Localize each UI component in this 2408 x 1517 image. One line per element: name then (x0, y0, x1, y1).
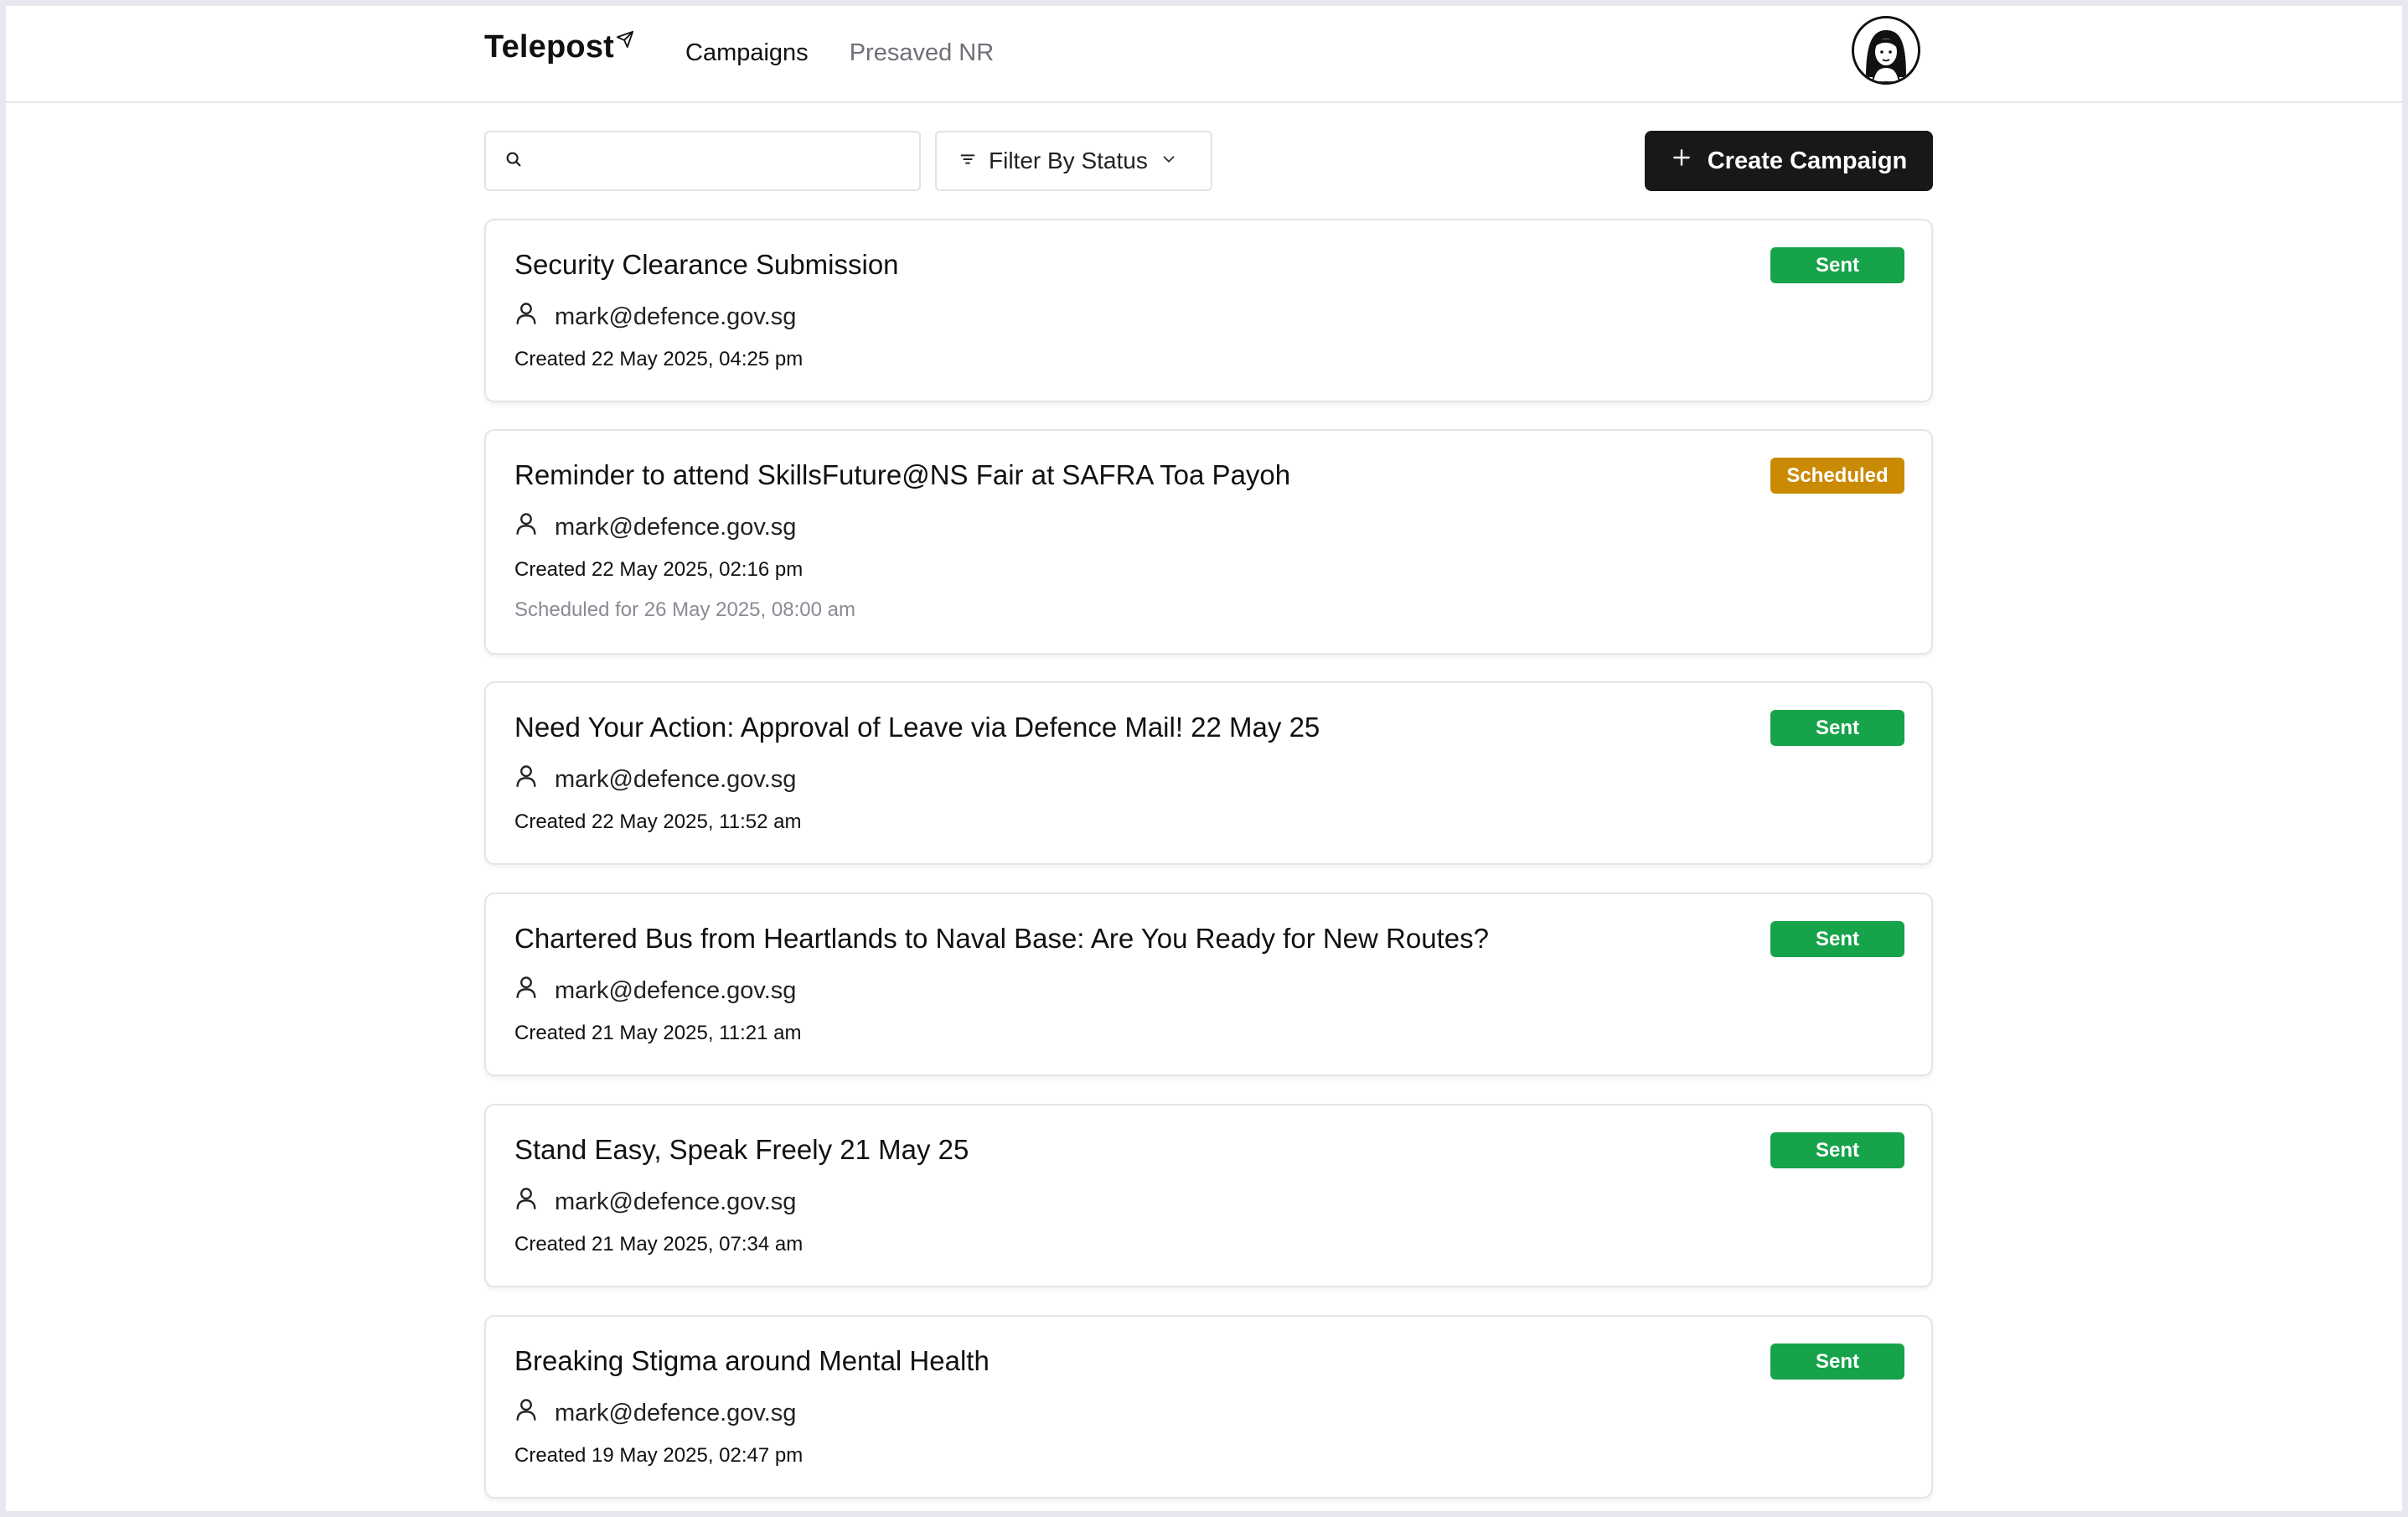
user-icon (514, 301, 538, 333)
owner-email: mark@defence.gov.sg (555, 1399, 797, 1426)
user-icon (514, 1397, 538, 1429)
status-badge: Sent (1770, 921, 1904, 957)
filter-icon (959, 148, 977, 174)
brand-name: Telepost (484, 29, 615, 65)
campaign-title: Security Clearance Submission (514, 249, 899, 280)
created-date: Created 22 May 2025, 02:16 pm (514, 558, 804, 581)
main-nav (685, 39, 994, 67)
campaign-title: Breaking Stigma around Mental Health (514, 1345, 990, 1376)
search-icon (504, 150, 523, 173)
campaign-owner (514, 301, 796, 333)
status-badge: Sent (1770, 247, 1904, 283)
owner-email: mark@defence.gov.sg (555, 765, 797, 793)
plus-icon (1671, 147, 1692, 175)
owner-email: mark@defence.gov.sg (555, 303, 797, 330)
status-badge: Sent (1770, 1344, 1904, 1380)
user-icon (514, 1186, 538, 1218)
created-date: Created 22 May 2025, 11:52 am (514, 810, 802, 833)
search-input[interactable] (535, 148, 886, 174)
campaign-card[interactable] (484, 219, 1933, 402)
filter-by-status-dropdown[interactable] (935, 131, 1212, 191)
status-badge: Sent (1770, 1132, 1904, 1168)
campaign-owner (514, 975, 796, 1007)
created-date: Created 22 May 2025, 04:25 pm (514, 348, 804, 370)
created-date: Created 21 May 2025, 11:21 am (514, 1022, 802, 1044)
campaign-owner (514, 764, 796, 795)
create-campaign-button[interactable] (1645, 131, 1933, 191)
owner-email: mark@defence.gov.sg (555, 513, 797, 541)
campaign-title: Reminder to attend SkillsFuture@NS Fair at SAFRA Toa Payoh (514, 459, 1291, 490)
create-campaign-label: Create Campaign (1707, 147, 1908, 174)
nav-campaigns[interactable]: Campaigns (685, 39, 809, 66)
chevron-down-icon (1160, 148, 1178, 174)
status-badge: Sent (1770, 710, 1904, 746)
user-avatar[interactable] (1852, 16, 1920, 85)
brand-logo[interactable] (484, 29, 634, 65)
owner-email: mark@defence.gov.sg (555, 976, 797, 1004)
user-icon (514, 975, 538, 1007)
search-box[interactable] (484, 131, 921, 191)
scheduled-date: Scheduled for 26 May 2025, 08:00 am (514, 598, 855, 621)
campaign-owner (514, 1397, 796, 1429)
campaign-owner (514, 1186, 796, 1218)
user-icon (514, 764, 538, 795)
campaign-card[interactable] (484, 681, 1933, 865)
campaign-card[interactable] (484, 1315, 1933, 1499)
campaign-card[interactable] (484, 1104, 1933, 1287)
campaign-title: Stand Easy, Speak Freely 21 May 25 (514, 1134, 969, 1165)
app-window (6, 6, 2402, 1511)
paper-plane-icon (616, 21, 634, 57)
owner-email: mark@defence.gov.sg (555, 1188, 797, 1215)
user-icon (514, 511, 538, 543)
status-badge: Scheduled (1770, 458, 1904, 494)
nav-presaved-nr[interactable]: Presaved NR (849, 39, 995, 66)
created-date: Created 21 May 2025, 07:34 am (514, 1233, 804, 1256)
campaign-card[interactable] (484, 893, 1933, 1076)
top-nav-bar (6, 6, 2402, 103)
campaign-title: Need Your Action: Approval of Leave via Defence Mail! 22 May 25 (514, 712, 1320, 743)
campaign-card[interactable] (484, 429, 1933, 655)
campaign-title: Chartered Bus from Heartlands to Naval Base: Are You Ready for New Routes? (514, 923, 1489, 954)
created-date: Created 19 May 2025, 02:47 pm (514, 1444, 804, 1467)
filter-label: Filter By Status (989, 148, 1148, 173)
campaign-owner (514, 511, 796, 543)
avatar-illustration-icon (1854, 18, 1918, 82)
